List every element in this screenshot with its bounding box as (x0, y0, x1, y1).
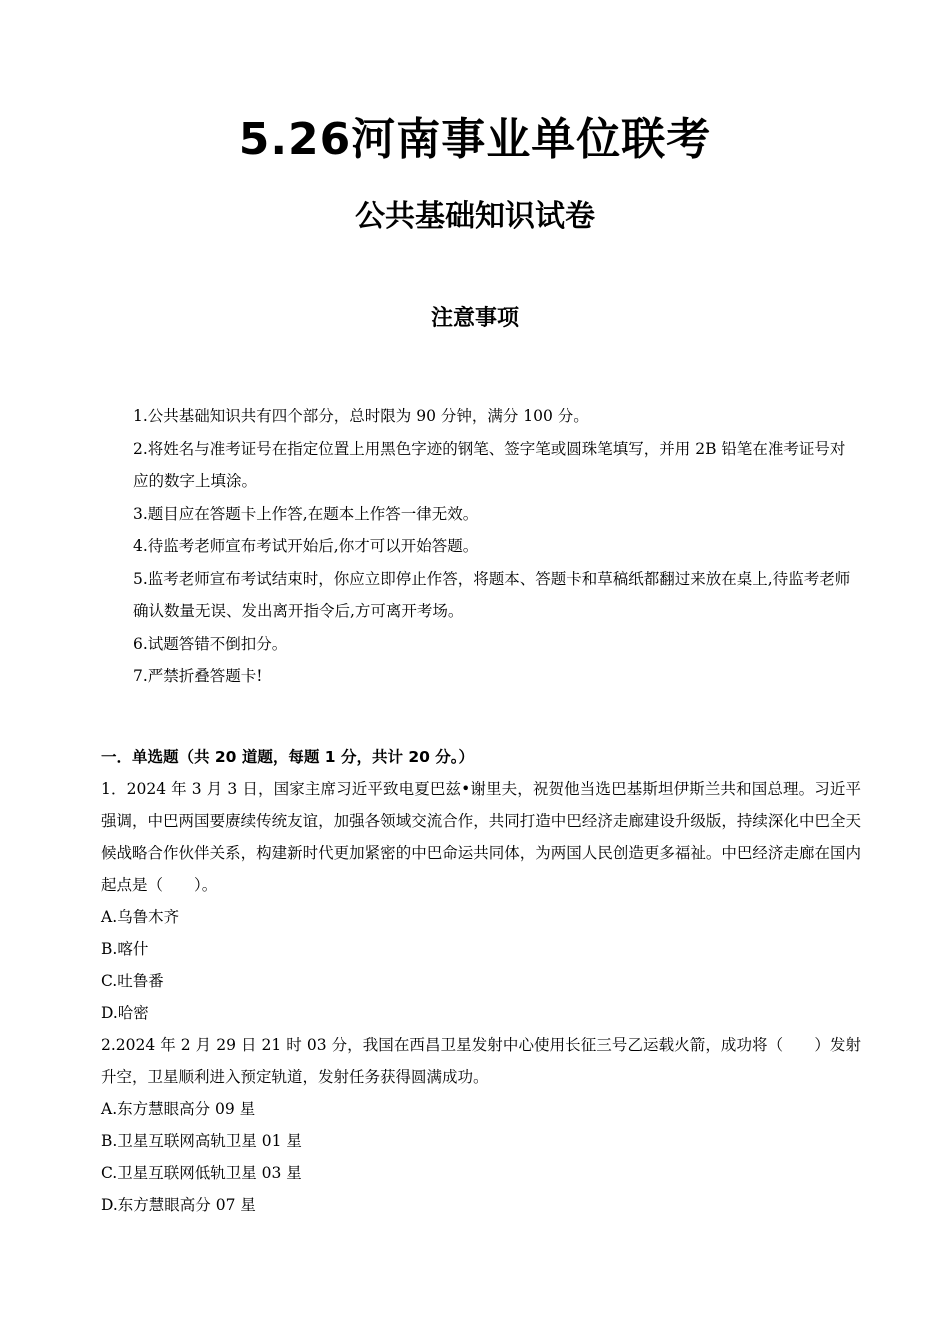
notice-item: 5.监考老师宣布考试结束时，你应立即停止作答，将题本、答题卡和草稿纸都翻过来放在桌上,待监考老师确认数量无误、发出离开指令后,方可离开考场。 (133, 569, 851, 620)
option-c: C.吐鲁番 (101, 972, 164, 990)
question-1 (101, 773, 861, 1029)
question-stem: 1．2024 年 3 月 3 日，国家主席习近平致电夏巴兹•谢里夫，祝贺他当选巴基斯坦伊斯兰共和国总理。习近平强调，中巴两国要赓续传统友谊，加强各领域交流合作，共同打造中巴经济走廊建设升级版，持续深化中巴全天候战略合作伙伴关系，构建新时代更加紧密的中巴命运共同体，为两国人民创造更多福祉。中巴经济走廊在国内起点是（ ）。 (101, 780, 861, 894)
option-a: A.东方慧眼高分 09 星 (101, 1100, 256, 1118)
option-d: D.东方慧眼高分 07 星 (101, 1196, 256, 1214)
notice-item: 1.公共基础知识共有四个部分，总时限为 90 分钟，满分 100 分。 (133, 407, 589, 425)
option-c: C.卫星互联网低轨卫星 03 星 (101, 1164, 302, 1182)
page-title: 5.26河南事业单位联考 (238, 114, 712, 165)
option-a: A.乌鲁木齐 (101, 908, 180, 926)
notice-item: 3.题目应在答题卡上作答,在题本上作答一律无效。 (133, 504, 479, 523)
question-stem: 2.2024 年 2 月 29 日 21 时 03 分，我国在西昌卫星发射中心使用长征三号乙运载火箭，成功将（ ）发射升空，卫星顺利进入预定轨道，发射任务获得圆满成功。 (101, 1036, 861, 1086)
option-d: D.哈密 (101, 1004, 149, 1022)
single-choice-section (101, 741, 861, 1221)
notice-item: 7.严禁折叠答题卡! (133, 667, 263, 685)
notice-list (133, 400, 853, 693)
page-subtitle: 公共基础知识试卷 (355, 199, 595, 234)
notice-item: 4.待监考老师宣布考试开始后,你才可以开始答题。 (133, 537, 479, 555)
option-b: B.喀什 (101, 940, 149, 958)
notice-heading: 注意事项 (430, 305, 519, 331)
section-header: 一．单选题（共 20 道题，每题 1 分，共计 20 分。） (101, 748, 475, 766)
notice-item: 2.将姓名与准考证号在指定位置上用黑色字迹的钢笔、签字笔或圆珠笔填写，并用 2B 铅笔在准考证号对应的数字上填涂。 (133, 439, 846, 490)
notice-item: 6.试题答错不倒扣分。 (133, 634, 288, 653)
question-2 (101, 1029, 861, 1221)
option-b: B.卫星互联网高轨卫星 01 星 (101, 1132, 302, 1150)
